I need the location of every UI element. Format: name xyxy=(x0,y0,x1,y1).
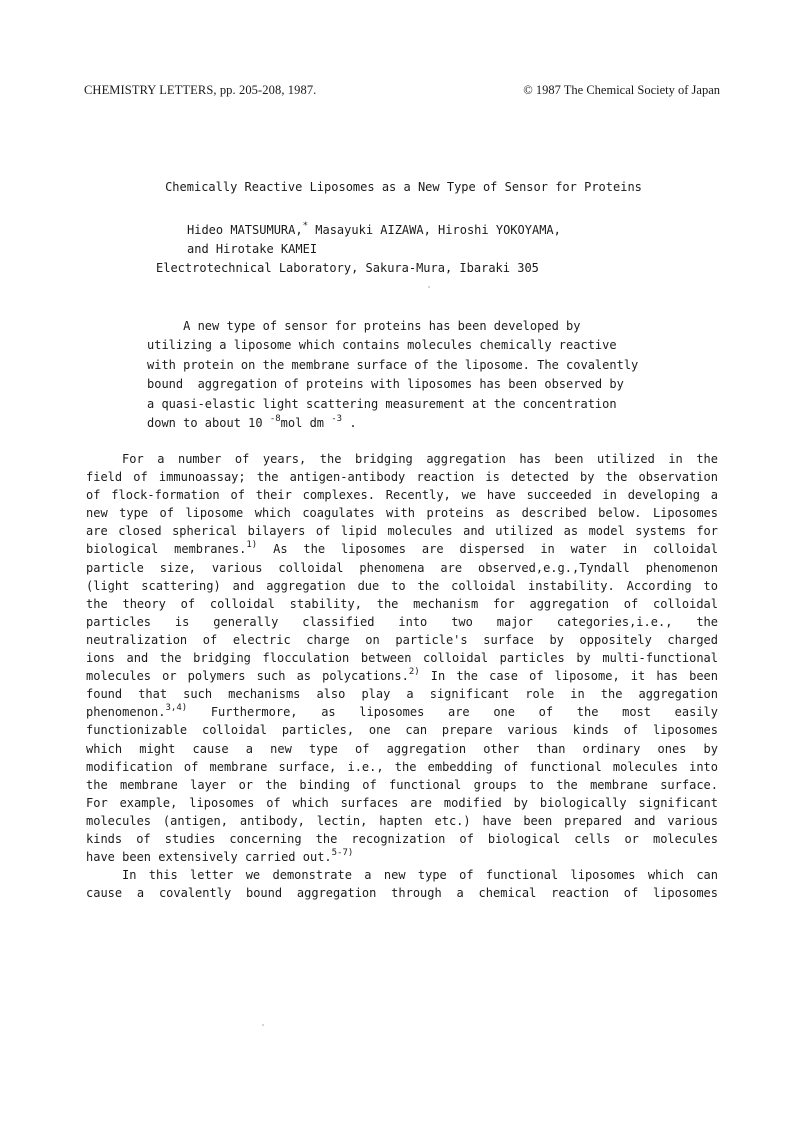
abstract xyxy=(147,317,659,433)
abstract-line: bound aggregation of proteins with liposomes has been observed by xyxy=(147,377,624,392)
scan-speck xyxy=(262,1024,264,1026)
body-line: the membrane layer or the binding of functional groups to the membrane surface. xyxy=(86,777,718,792)
copyright-notice: © 1987 The Chemical Society of Japan xyxy=(523,83,720,97)
body-line: kinds of studies concerning the recognization of biological cells or molecules xyxy=(86,831,718,846)
reference-marker: 1) xyxy=(246,540,258,551)
body-line: field of immunoassay; the antigen-antibody reaction is detected by the observation xyxy=(86,470,718,485)
body-line: neutralization of electric charge on particle's surface by oppositely charged xyxy=(86,632,718,647)
running-header xyxy=(84,83,720,99)
body-line: particle size, various colloidal phenomena are observed,e.g.,Tyndall phenomenon xyxy=(86,560,718,575)
reference-marker: 5-7) xyxy=(331,848,354,859)
body-line: functionizable colloidal particles, one can prepare various kinds of liposomes xyxy=(86,723,718,738)
body-line: of flock-formation of their complexes. Recently, we have succeeded in developing a xyxy=(86,488,718,503)
body-line: For a number of years, the bridging aggregation has been utilized in the xyxy=(122,452,718,466)
abstract-line: A new type of sensor for proteins has been developed by xyxy=(147,319,581,333)
reference-marker: 3,4) xyxy=(165,703,188,714)
body-line: which might cause a new type of aggregation other than ordinary ones by xyxy=(86,741,718,756)
body-line: are closed spherical bilayers of lipid molecules and utilized as model systems for xyxy=(86,524,718,539)
article-title: Chemically Reactive Liposomes as a New Type of Sensor for Proteins xyxy=(165,180,642,194)
body-line: modification of membrane surface, i.e., the embedding of functional molecules into xyxy=(86,759,718,774)
body-line: particles is generally classified into two major categories,i.e., the xyxy=(86,614,718,629)
reference-marker: 2) xyxy=(408,667,420,678)
body-line: In this letter we demonstrate a new type of functional liposomes which can xyxy=(122,868,718,883)
abstract-line: with protein on the membrane surface of the liposome. The covalently xyxy=(147,357,639,372)
body-line: found that such mechanisms also play a significant role in the aggregation xyxy=(86,687,718,702)
body-line: new type of liposome which coagulates with proteins as described below. Liposomes xyxy=(86,506,718,521)
body-line: have been extensively carried out.$^{5-7)}$ xyxy=(86,848,354,865)
body-line: the theory of colloidal stability, the mechanism for aggregation of colloidal xyxy=(86,596,718,611)
body-line: molecules (antigen, antibody, lectin, hapten etc.) have been prepared and various xyxy=(86,813,718,828)
body-line: For example, liposomes of which surfaces are modified by biologically significant xyxy=(86,795,718,810)
body-line: ions and the bridging flocculation between colloidal particles by multi-functional xyxy=(86,651,718,666)
author-line-2: and Hirotake KAMEI xyxy=(187,242,318,256)
author-line-1: Hideo MATSUMURA,* Masayuki AIZAWA, Hiroshi YOKOYAMA, xyxy=(187,221,561,237)
body-line: biological membranes.$^{1)}$ As the liposomes are dispersed in water in colloidal xyxy=(86,540,718,557)
body-line: phenomenon.$^{3,4)}$ Furthermore, as liposomes are one of the most easily xyxy=(86,703,718,720)
abstract-line: down to about 10 $^{-8}$mol dm $^{-3}$ . xyxy=(147,414,357,431)
abstract-line: utilizing a liposome which contains molecules chemically reactive xyxy=(147,338,617,353)
author-block xyxy=(156,221,561,278)
affiliation: Electrotechnical Laboratory, Sakura-Mura, Ibaraki 305 xyxy=(156,261,539,275)
body-line: (light scattering) and aggregation due to the colloidal instability. According to xyxy=(86,578,718,593)
body-text xyxy=(86,450,718,902)
body-line: molecules or polymers such as polycations.$^{2)}$ In the case of liposome, it has been xyxy=(86,667,718,684)
scan-speck xyxy=(428,286,430,288)
abstract-line: a quasi-elastic light scattering measurement at the concentration xyxy=(147,396,617,411)
journal-citation: CHEMISTRY LETTERS, pp. 205-208, 1987. xyxy=(84,83,317,97)
corresponding-author-mark: * xyxy=(302,221,309,231)
body-line: cause a covalently bound aggregation through a chemical reaction of liposomes xyxy=(86,886,718,901)
